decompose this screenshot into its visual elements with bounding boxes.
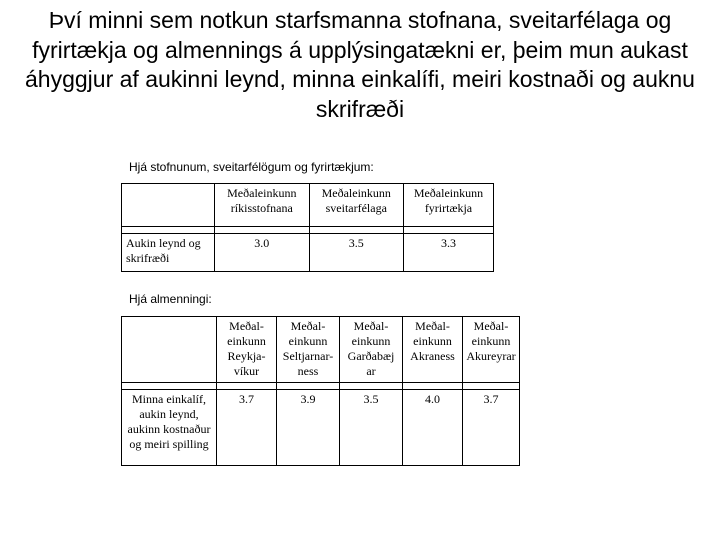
table-organizations [121, 183, 494, 272]
value-cell: 3.3 [403, 234, 493, 272]
empty-header-cell [122, 184, 215, 227]
value-cell: 3.0 [215, 234, 310, 272]
value-cell: 3.7 [463, 390, 520, 466]
value-cell: 4.0 [403, 390, 463, 466]
empty-header-cell [122, 317, 217, 383]
column-header: Meðal-einkunn Akraness [403, 317, 463, 383]
value-cell: 3.9 [277, 390, 340, 466]
column-header: Meðal-einkunn Garðabæj ar [340, 317, 403, 383]
table-public [121, 316, 520, 466]
column-header: Meðal-einkunn Akureyrar [463, 317, 520, 383]
column-header: Meðaleinkunn sveitarfélaga [309, 184, 403, 227]
table2-caption: Hjá almenningi: [129, 292, 212, 306]
row-label: Aukin leynd og skrifræði [122, 234, 215, 272]
column-header: Meðal-einkunn Reykja-víkur [217, 317, 277, 383]
value-cell: 3.5 [340, 390, 403, 466]
slide-title: Því minni sem notkun starfsmanna stofnana, sveitarfélaga og fyrirtækja og almennings á upplýsingatækni er, þeim mun aukast áhyggjur af aukinni leynd, minna einkalífi, meiri kostnaði og auknu skrifræði [25, 7, 695, 122]
row-label: Minna einkalíf, aukin leynd, aukinn kostnaður og meiri spilling [122, 390, 217, 466]
column-header: Meðaleinkunn fyrirtækja [403, 184, 493, 227]
value-cell: 3.5 [309, 234, 403, 272]
column-header: Meðal-einkunn Seltjarnar-ness [277, 317, 340, 383]
value-cell: 3.7 [217, 390, 277, 466]
table1-caption: Hjá stofnunum, sveitarfélögum og fyrirtækjum: [129, 160, 374, 174]
column-header: Meðaleinkunn ríkisstofnana [215, 184, 310, 227]
